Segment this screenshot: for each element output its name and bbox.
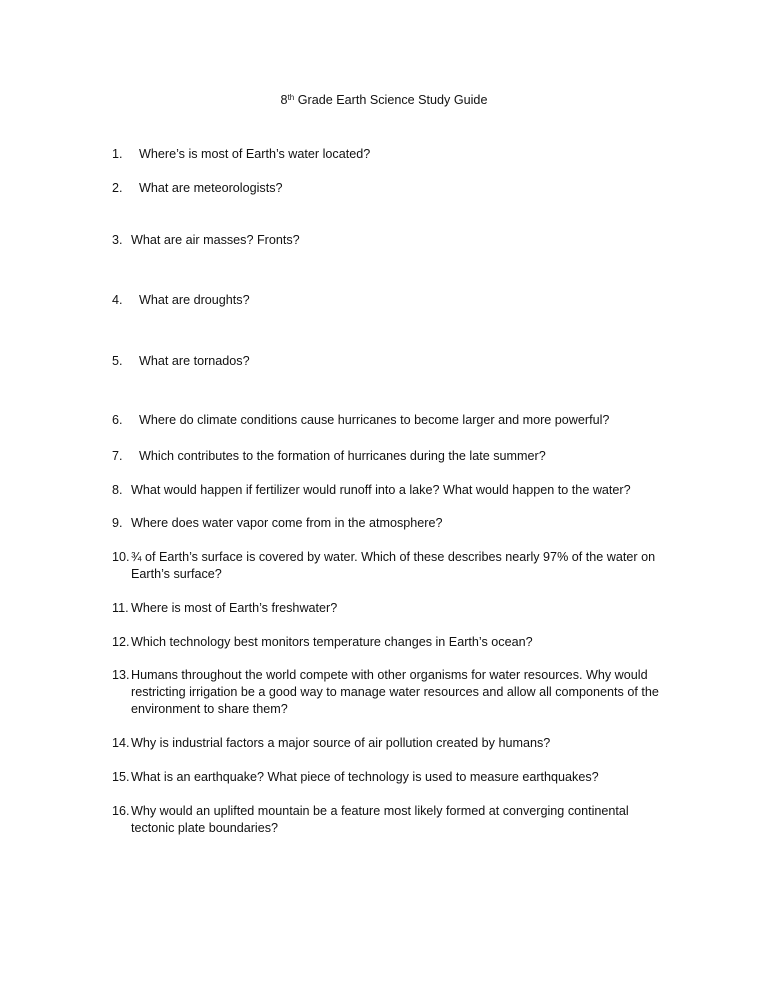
question-text: Why is industrial factors a major source of air pollution created by humans?: [131, 736, 551, 750]
question-text: What is an earthquake? What piece of technology is used to measure earthquakes?: [131, 770, 599, 784]
title-superscript: th: [287, 93, 295, 102]
question-item: [112, 515, 672, 532]
question-item: [112, 549, 672, 583]
question-item: [112, 634, 672, 651]
question-number: 15.: [112, 770, 130, 784]
question-number: 13.: [112, 668, 130, 682]
question-number: 12.: [112, 635, 130, 649]
question-number: 6.: [112, 413, 123, 427]
question-text: Where do climate conditions cause hurricanes to become larger and more powerful?: [139, 413, 610, 427]
question-text: Where’s is most of Earth’s water located?: [139, 147, 371, 161]
question-text: ¾ of Earth’s surface is covered by water. Which of these describes nearly 97% of the water on Earth’s surface?: [131, 550, 656, 581]
question-item: [112, 482, 672, 499]
question-number: 16.: [112, 804, 130, 818]
question-item: [112, 448, 672, 465]
question-text: What are air masses? Fronts?: [131, 233, 300, 247]
question-item: [112, 803, 672, 837]
question-number: 10.: [112, 550, 130, 564]
question-number: 5.: [112, 354, 123, 368]
question-item: [112, 769, 672, 786]
question-item: [112, 146, 672, 163]
page-title: [0, 92, 768, 109]
question-item: [112, 292, 672, 309]
title-text: Grade Earth Science Study Guide: [294, 93, 488, 107]
question-number: 8.: [112, 483, 123, 497]
question-number: 4.: [112, 293, 123, 307]
question-number: 14.: [112, 736, 130, 750]
question-number: 1.: [112, 147, 123, 161]
question-text: Humans throughout the world compete with other organisms for water resources. Why would restricting irrigation be a good way to manage water resources and allow all components of the environment to share them?: [131, 668, 659, 716]
question-text: Which contributes to the formation of hurricanes during the late summer?: [139, 449, 546, 463]
question-text: What are droughts?: [139, 293, 250, 307]
question-item: [112, 735, 672, 752]
question-text: What are meteorologists?: [139, 181, 283, 195]
question-number: 7.: [112, 449, 123, 463]
title-prefix: 8: [280, 93, 288, 107]
question-item: [112, 600, 672, 617]
question-text: What would happen if fertilizer would runoff into a lake? What would happen to the water?: [131, 483, 631, 497]
question-text: Where does water vapor come from in the atmosphere?: [131, 516, 443, 530]
question-item: [112, 412, 672, 429]
question-text: Why would an uplifted mountain be a feature most likely formed at converging continental tectonic plate boundaries?: [131, 804, 629, 835]
question-number: 9.: [112, 516, 123, 530]
question-item: [112, 180, 672, 197]
question-text: Where is most of Earth’s freshwater?: [131, 601, 338, 615]
question-item: [112, 667, 672, 718]
question-text: What are tornados?: [139, 354, 250, 368]
question-number: 2.: [112, 181, 123, 195]
question-item: [112, 232, 672, 249]
question-number: 3.: [112, 233, 123, 247]
question-number: 11.: [112, 601, 129, 615]
question-text: Which technology best monitors temperature changes in Earth’s ocean?: [131, 635, 533, 649]
question-item: [112, 353, 672, 370]
